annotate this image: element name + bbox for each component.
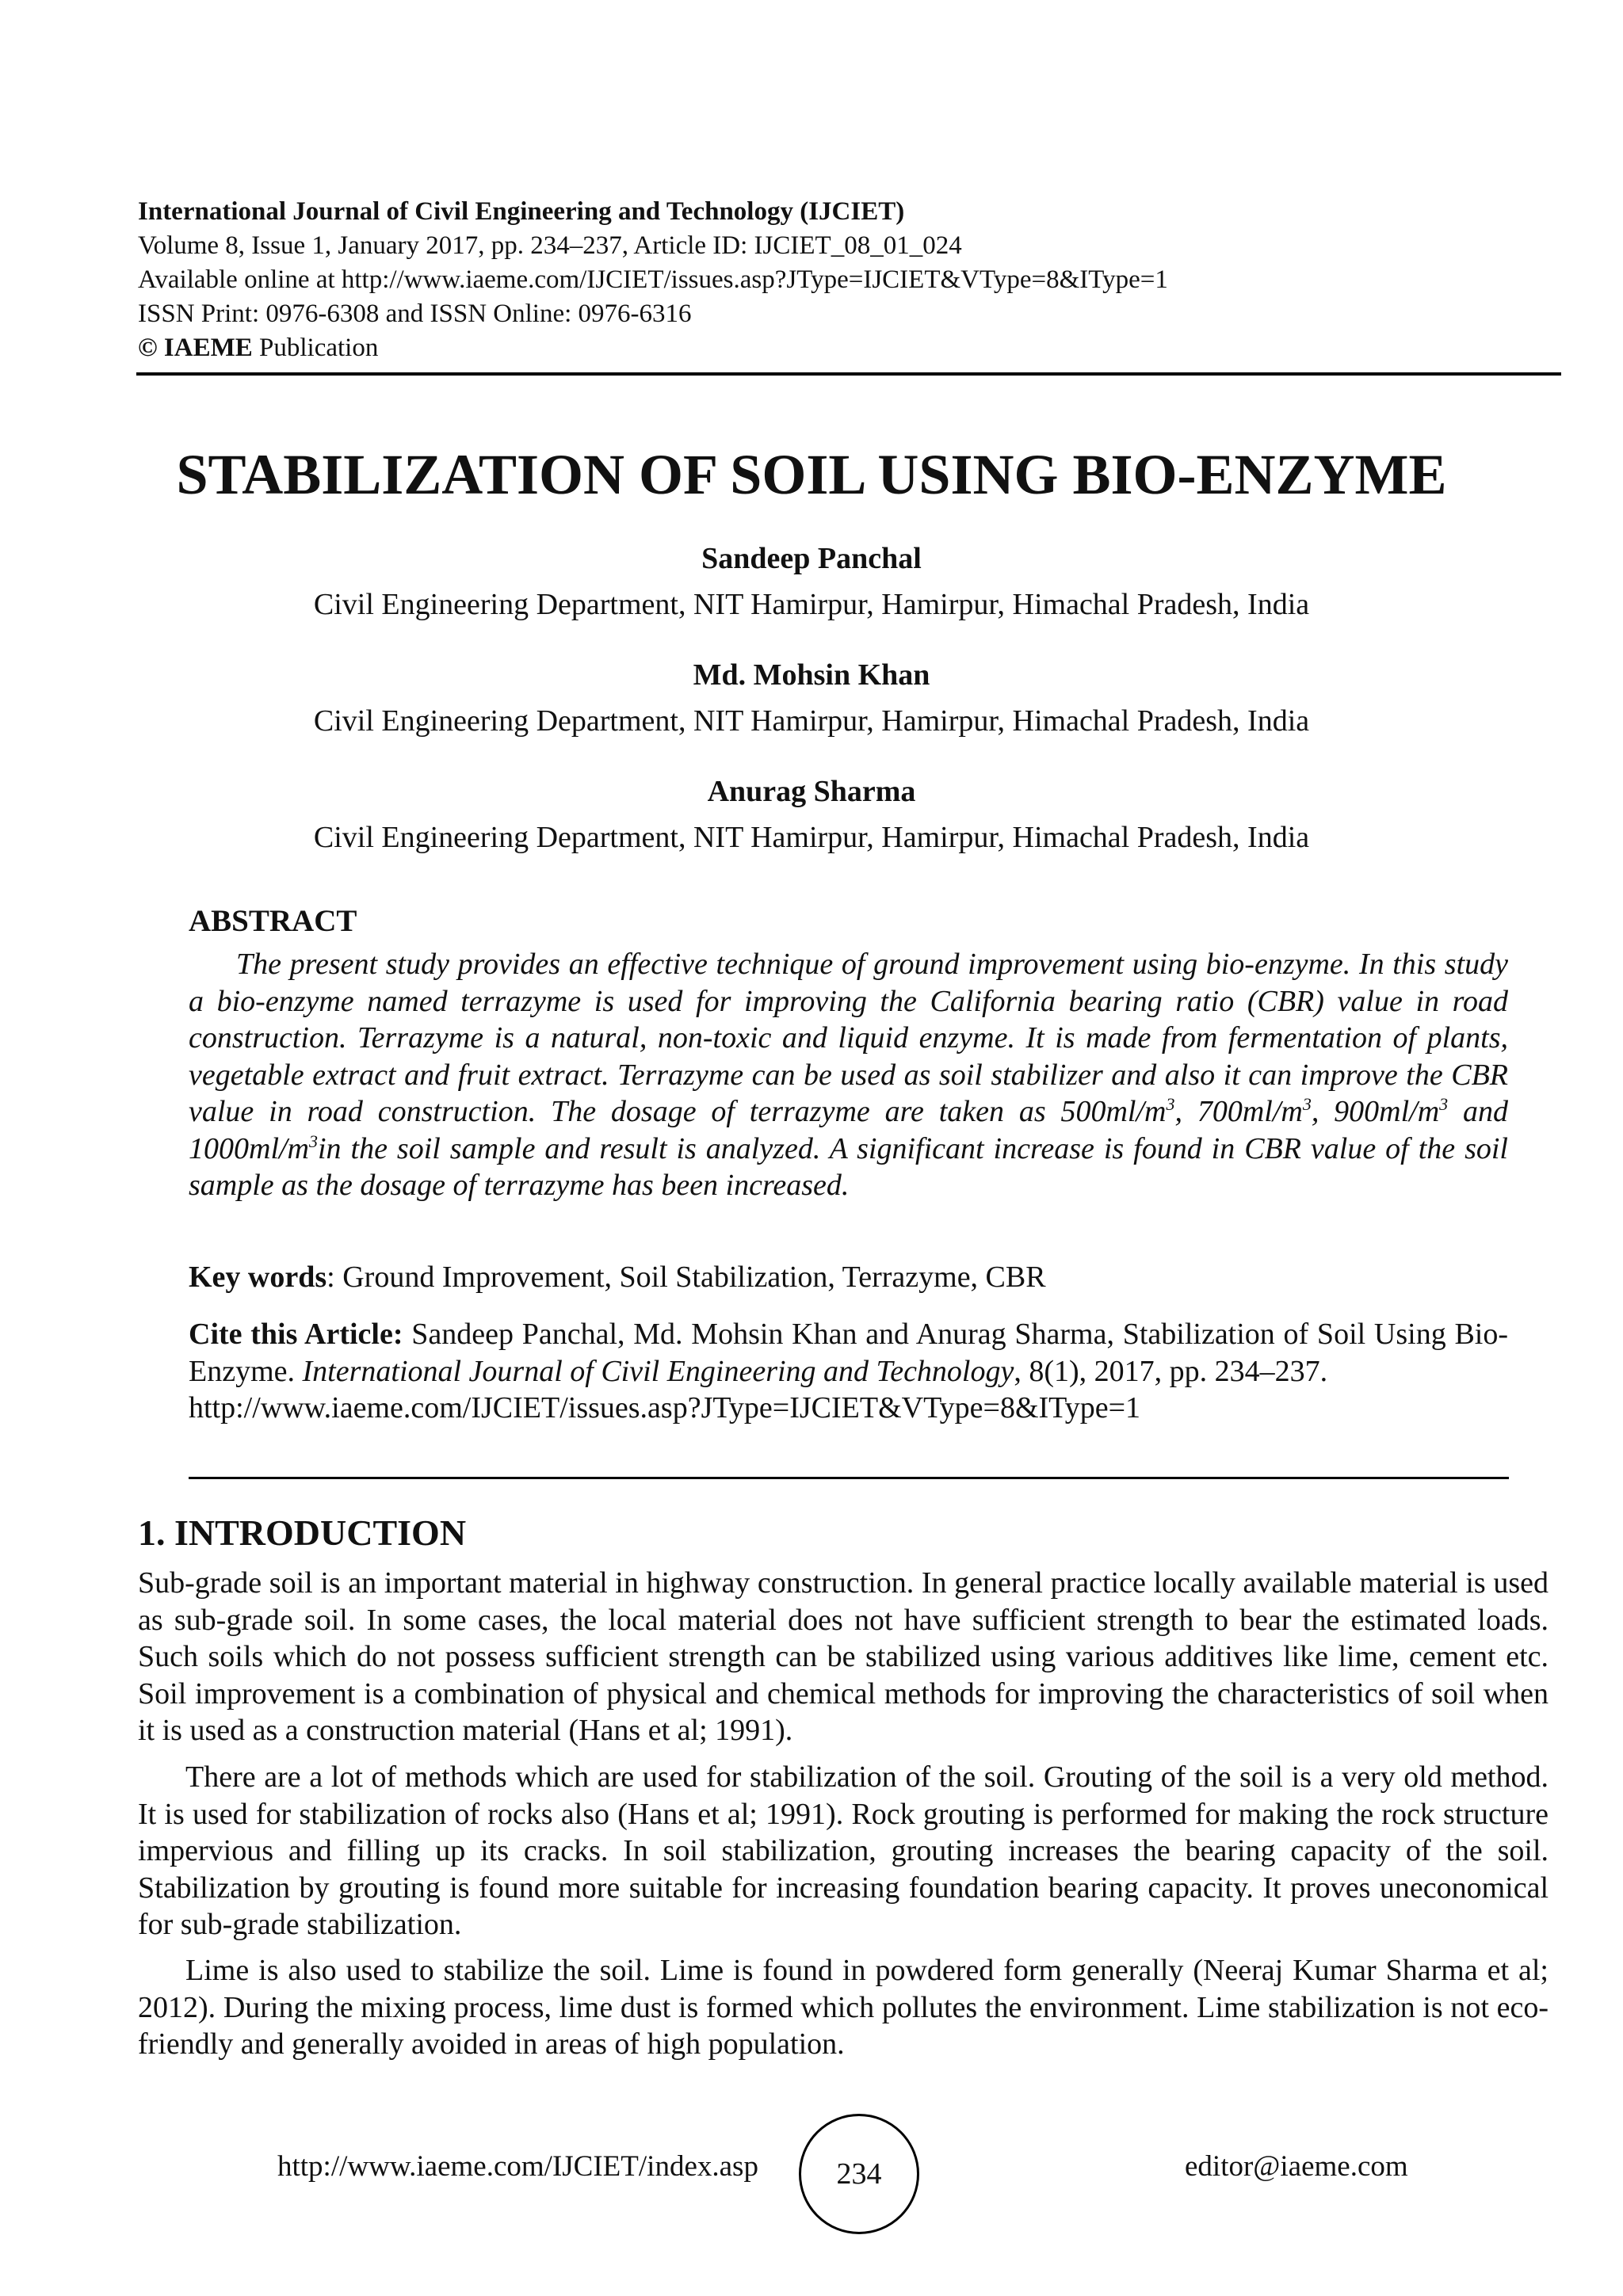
footer-url[interactable]: http://www.iaeme.com/IJCIET/index.asp <box>277 2150 758 2183</box>
section-heading: 1. INTRODUCTION <box>138 1512 467 1553</box>
author-affiliation: Civil Engineering Department, NIT Hamirpur, Hamirpur, Himachal Pradesh, India <box>313 704 1310 738</box>
page-number <box>799 2114 919 2234</box>
cite-details: , 8(1), 2017, pp. 234–237. <box>1014 1354 1328 1388</box>
publisher-suffix: Publication <box>259 334 379 362</box>
cite-block <box>189 1316 1508 1427</box>
abstract-text-part1: The present study provides an effective technique of ground improvement using bio-enzyme. In this study a bio-enzyme named terrazyme is used for improving the California bearing ratio (CBR) value in road construction. Terrazyme is a natural, non-toxic and liquid enzyme. It is made from fermentation of plants, vegetable extract and fruit extract. Terrazyme can be used as soil stabilizer and also it can improve the CBR value in road construction. The dosage of terrazyme are taken as <box>189 948 1508 1128</box>
copyright-icon: © <box>138 334 158 362</box>
dosage-value: 1000ml/m <box>189 1131 309 1165</box>
publisher-name: IAEME <box>163 334 253 362</box>
available-online-line: Available online at http://www.iaeme.com/IJCIET/issues.asp?JType=IJCIET&VType=8&IType=1 <box>138 265 1168 294</box>
author-affiliation: Civil Engineering Department, NIT Hamirpur, Hamirpur, Himachal Pradesh, India <box>313 588 1310 621</box>
author-block <box>0 540 1623 624</box>
keywords-text: Ground Improvement, Soil Stabilization, Terrazyme, CBR <box>342 1261 1046 1294</box>
page-number-text: 234 <box>836 2157 882 2191</box>
body-paragraph: Sub-grade soil is an important material in highway construction. In general practice locally available material is used as sub-grade soil. In some cases, the local material does not have sufficient strength to bear the estimated loads. Such soils which do not possess sufficient strength can be stabilized using various additives like lime, cement etc. Soil improvement is a combination of physical and chemical methods for improving the characteristics of soil when it is used as a construction material (Hans et al; 1991). <box>138 1566 1549 1747</box>
volume-line: Volume 8, Issue 1, January 2017, pp. 234–237, Article ID: IJCIET_08_01_024 <box>138 231 962 260</box>
body-paragraph: There are a lot of methods which are used for stabilization of the soil. Grouting of the soil is a very old method. It is used for stabilization of rocks also (Hans et al; 1991). Rock grouting is performed for making the rock structure impervious and filling up its cracks. In soil stabilization, grouting increases the bearing capacity of the soil. Stabilization by grouting is found more suitable for increasing foundation bearing capacity. It proves uneconomical for sub-grade stabilization. <box>138 1760 1549 1941</box>
author-block <box>0 657 1623 741</box>
author-affiliation: Civil Engineering Department, NIT Hamirpur, Hamirpur, Himachal Pradesh, India <box>313 821 1310 854</box>
header-rule <box>136 372 1561 376</box>
cite-text: Sandeep Panchal, Md. Mohsin Khan and Anurag Sharma, Stabilization of Soil Using Bio-Enzyme. <box>189 1318 1509 1388</box>
cite-url[interactable]: http://www.iaeme.com/IJCIET/issues.asp?JType=IJCIET&VType=8&IType=1 <box>189 1391 1141 1425</box>
journal-header <box>138 195 1564 365</box>
keywords-line: Key words: Ground Improvement, Soil Stabilization, Terrazyme, CBR <box>189 1261 1046 1294</box>
dosage-exponent: 3 <box>1439 1094 1449 1114</box>
abstract-text: The present study provides an effective technique of ground improvement using bio-enzyme. In this study a bio-enzyme named terrazyme is used for improving the California bearing ratio (CBR) value in road construction. Terrazyme is a natural, non-toxic and liquid enzyme. It is made from fermentation of plants, vegetable extract and fruit extract. Terrazyme can be used as soil stabilizer and also it can improve the CBR value in road construction. The dosage of terrazyme are taken as $500ml/m^3$, $700ml/m^3$, $900ml/m^3$ and $1000ml/m^3in$ the soil sample and result is analyzed. A significant increase is found in CBR value of the soil sample as the dosage of terrazyme has been increased. <box>189 948 1508 1202</box>
dosage-exponent: 3 <box>1166 1094 1175 1114</box>
journal-title: International Journal of Civil Engineering and Technology (IJCIET) <box>138 197 905 226</box>
dosage-value: 900ml/m <box>1334 1095 1440 1128</box>
author-block <box>0 773 1623 857</box>
dosage-value: 500ml/m <box>1060 1095 1167 1128</box>
dosage-value: 700ml/m <box>1197 1095 1303 1128</box>
author-name: Anurag Sharma <box>707 775 916 808</box>
abstract-heading: ABSTRACT <box>189 904 357 938</box>
cite-label: Cite this Article: <box>189 1318 403 1351</box>
abstract-text-part2: in the soil sample and result is analyzed. A significant increase is found in CBR value of the soil sample as the dosage of terrazyme has been increased. <box>189 1131 1508 1202</box>
dosage-exponent: 3 <box>309 1131 318 1151</box>
footer-email[interactable]: editor@iaeme.com <box>1185 2150 1408 2183</box>
keywords-label: Key words <box>189 1261 327 1294</box>
cite-rule <box>189 1477 1509 1479</box>
author-name: Md. Mohsin Khan <box>693 658 930 692</box>
issn-line: ISSN Print: 0976-6308 and ISSN Online: 0976-6316 <box>138 299 692 328</box>
paper-title: STABILIZATION OF SOIL USING BIO-ENZYME <box>176 443 1447 506</box>
and-word: and <box>1463 1095 1508 1128</box>
author-name: Sandeep Panchal <box>701 542 922 575</box>
body-paragraph: Lime is also used to stabilize the soil. Lime is found in powdered form generally (Neeraj Kumar Sharma et al; 2012). During the mixing process, lime dust is formed which pollutes the environment. Lime stabilization is not eco-friendly and generally avoided in areas of high population. <box>138 1954 1549 2061</box>
cite-journal: International Journal of Civil Engineering and Technology <box>302 1354 1014 1388</box>
publisher-line <box>138 331 1564 365</box>
dosage-exponent: 3 <box>1302 1094 1312 1114</box>
